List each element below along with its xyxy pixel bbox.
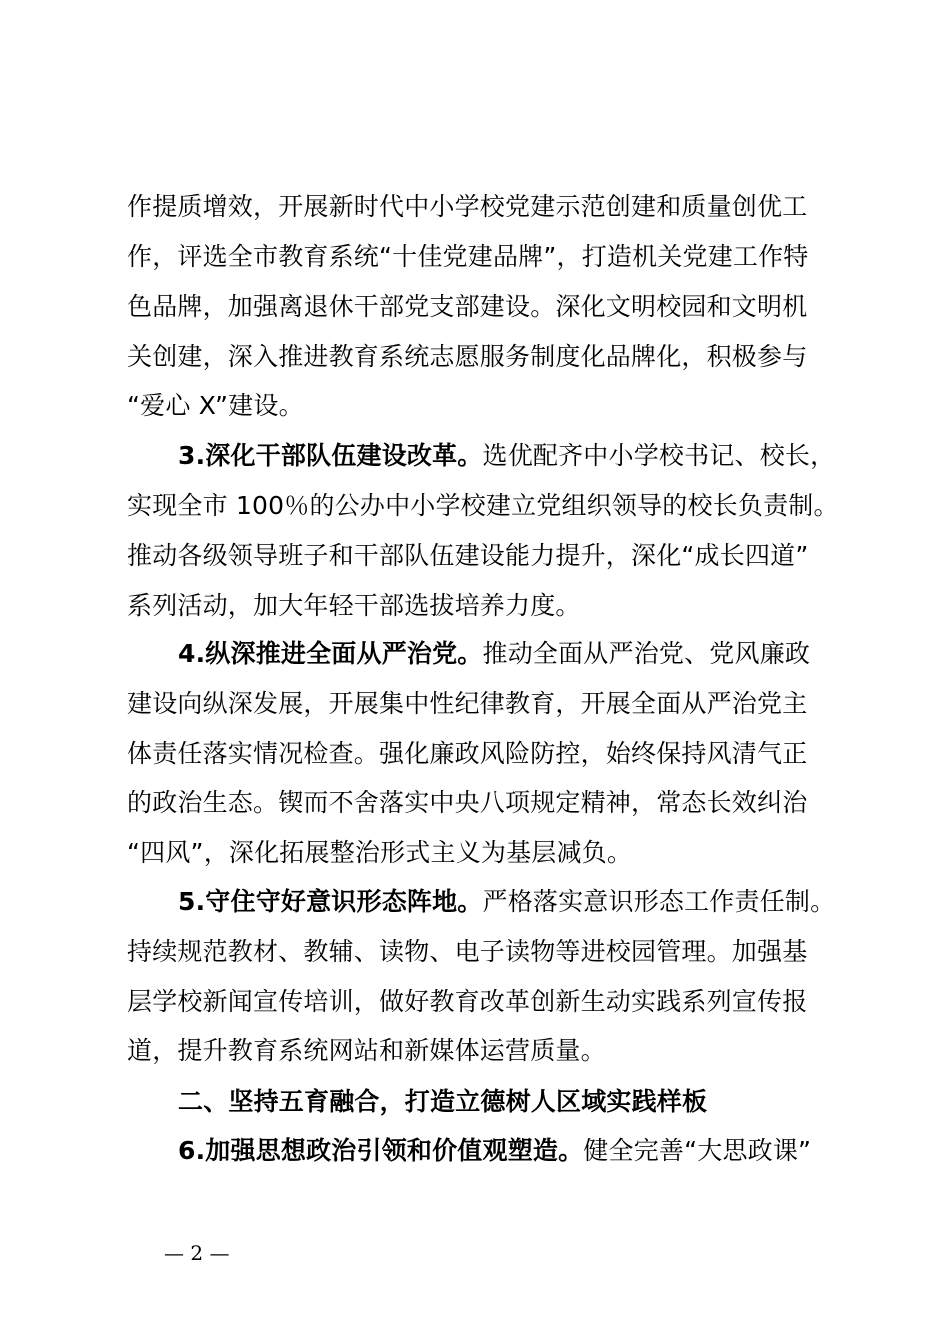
body-text-line: 关创建，深入推进教育系统志愿服务制度化品牌化，积极参与 — [127, 342, 808, 371]
body-text-line: “四风”，深化拓展整治形式主义为基层减负。 — [127, 838, 633, 867]
body-text-line: 体责任落实情况检查。强化廉政风险防控，始终保持风清气正 — [127, 739, 808, 768]
item-4-heading: 4.纵深推进全面从严治党。 — [178, 639, 483, 668]
item-5-first-line — [178, 885, 835, 919]
body-text-line: 建设向纵深发展，开展集中性纪律教育，开展全面从严治党主 — [127, 689, 808, 718]
item-4-first-line — [178, 637, 810, 671]
item-6-first-line — [178, 1134, 811, 1168]
section-2-heading: 二、坚持五育融合，打造立德树人区域实践样板 — [178, 1087, 708, 1116]
body-text-line: 层学校新闻宣传培训，做好教育改革创新生动实践系列宣传报 — [127, 987, 808, 1016]
body-text-line: 作提质增效，开展新时代中小学校党建示范创建和质量创优工 — [127, 192, 808, 221]
body-text-line: 道，提升教育系统网站和新媒体运营质量。 — [127, 1036, 606, 1065]
item-3-first-line — [178, 439, 835, 473]
body-text-line: 系列活动，加大年轻干部选拔培养力度。 — [127, 591, 581, 620]
item-6-heading: 6.加强思想政治引领和价值观塑造。 — [178, 1136, 584, 1165]
body-text-line: “爱心 X”建设。 — [127, 391, 304, 420]
body-text-line: 作，评选全市教育系统“十佳党建品牌”，打造机关党建工作特 — [127, 242, 809, 271]
item-3-heading: 3.深化干部队伍建设改革。 — [178, 441, 483, 470]
body-text-line: 色品牌，加强离退休干部党支部建设。深化文明校园和文明机 — [127, 292, 808, 321]
item-6-text: 健全完善“大思政课” — [583, 1136, 812, 1165]
item-5-heading: 5.守住守好意识形态阵地。 — [178, 887, 483, 916]
page-number: — 2 — — [164, 1241, 230, 1265]
body-text-line: 的政治生态。锲而不舍落实中央八项规定精神，常态长效纠治 — [127, 788, 808, 817]
item-5-text: 严格落实意识形态工作责任制。 — [482, 887, 836, 916]
body-text-line: 推动各级领导班子和干部队伍建设能力提升，深化“成长四道” — [127, 541, 809, 570]
item-4-text: 推动全面从严治党、党风廉政 — [482, 639, 811, 668]
item-3-text: 选优配齐中小学校书记、校长， — [482, 441, 836, 470]
body-text-line: 持续规范教材、教辅、读物、电子读物等进校园管理。加强基 — [127, 937, 808, 966]
body-text-line: 实现全市 100％的公办中小学校建立党组织领导的校长负责制。 — [127, 491, 839, 520]
